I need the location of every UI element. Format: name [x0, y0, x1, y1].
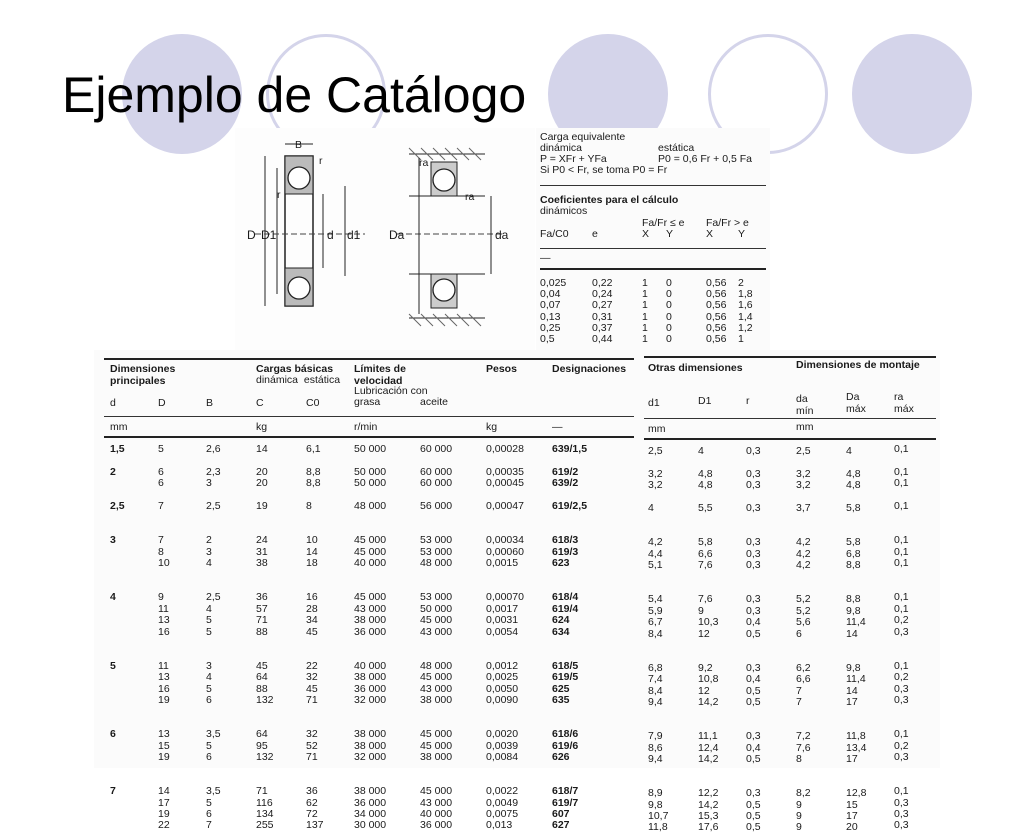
rule-main-top: [104, 358, 634, 360]
coef-cell: 0: [666, 310, 672, 323]
rule-load: [540, 185, 766, 186]
coef-cell: 1: [738, 333, 744, 345]
col-d: 1,5 2 2,5 3 4 5 6 7: [110, 443, 125, 798]
coef-cell: 1: [642, 333, 648, 345]
coef-cell: 0,56: [706, 288, 727, 301]
rule-right-top: [644, 356, 936, 358]
coef-cell: 0,24: [592, 288, 613, 301]
coef-cell: 0: [666, 321, 672, 334]
coef-cell: 0,27: [592, 299, 613, 312]
sym-C: C: [256, 397, 264, 409]
coef-cell: 0,13: [540, 310, 561, 323]
unit-mm-2: mm: [796, 421, 814, 433]
coef-cell: 0,56: [706, 321, 727, 334]
label-ra-side: ra: [465, 191, 475, 203]
h-aceite: aceite: [420, 396, 449, 408]
coefficients-panel: [536, 128, 770, 350]
coef-cell: 0,31: [592, 310, 613, 323]
coef-cell: 0: [666, 299, 672, 312]
coef-cell: 0,25: [540, 321, 561, 334]
coef-head-gt: Fa/Fr > e: [706, 217, 749, 229]
coef-cell: 1,4: [738, 310, 753, 323]
col-r: 0,3 0,3 0,3 0,3 0,3 0,3 0,3 0,3 0,3 0,4 0,5 0,3 0,4 0,5 0,5 0,3 0,4 0,5 0,3 0,5 0,5 0,5: [746, 445, 761, 834]
coef-subtitle: dinámicos: [540, 205, 588, 217]
label-d: d: [327, 228, 334, 242]
unit-mm: mm: [110, 421, 128, 433]
col-C: 14 20 20 19 24 31 38 36 57 71 88 45 64 88 132 64 95 132 71 116 134 255: [256, 443, 274, 832]
coef-cell: 1,2: [738, 321, 753, 334]
coef-cell: 0,025: [540, 277, 567, 289]
h-montaje: Dimensiones de montaje: [796, 359, 920, 371]
load-formula-stat: P0 = 0,6 Fr + 0,5 Fa: [658, 153, 752, 165]
unit-mm-1: mm: [648, 423, 666, 435]
coef-cell: 1: [642, 277, 648, 289]
label-d1: d1: [347, 228, 361, 242]
rule-coef-head: [540, 248, 766, 249]
sym-Da: Da máx: [846, 391, 866, 415]
coef-cell: 0,37: [592, 321, 613, 334]
sym-d1: d1: [648, 397, 660, 409]
h-dimensiones: Dimensiones principales: [110, 363, 176, 387]
coef-cell: 0,22: [592, 277, 613, 289]
h-designaciones: Designaciones: [552, 363, 627, 375]
label-r-side: r: [277, 189, 281, 201]
coef-cell: 0,56: [706, 333, 727, 345]
rule-right-body: [644, 438, 936, 440]
col-designacion: 639/1,5 619/2 639/2 619/2,5 618/3 619/3 623 618/4 619/4 624 634 618/5 619/5 625 635 618/6 619/6 626 618/7 619/7 607 627: [552, 443, 588, 832]
col-aceite: 60 000 60 000 60 000 56 000 53 000 53 000 48 000 53 000 50 000 45 000 43 000 48 000 45 000 43 000 38 000 45 000 45 000 38 000 45 000 43 000 40 000 36 000: [420, 443, 453, 832]
coef-title: Coeficientes para el cálculo: [540, 194, 679, 206]
main-table: [94, 350, 638, 832]
sym-C0: C0: [306, 397, 320, 409]
label-da: da: [495, 228, 509, 242]
col-Da: 4 4,8 4,8 5,8 5,8 6,8 8,8 8,8 9,8 11,4 14 9,8 11,4 14 17 11,8 13,4 17 12,8 15 17 20: [846, 445, 867, 834]
bearing-drawing: [235, 128, 535, 350]
coef-cell: 0,56: [706, 277, 727, 289]
sym-D1: D1: [698, 395, 712, 407]
coef-cell: 0,04: [540, 288, 561, 301]
col-d1: 2,5 3,2 3,2 4 4,2 4,4 5,1 5,4 5,9 6,7 8,4 6,8 7,4 8,4 9,4 7,9 8,6 9,4 8,9 9,8 10,7 11,8: [648, 445, 669, 834]
coef-dash: —: [540, 252, 551, 264]
coef-cell: 0,44: [592, 333, 613, 345]
load-estatica: estática: [658, 142, 695, 154]
coef-head-le: Fa/Fr ≤ e: [642, 217, 685, 229]
sym-r: r: [746, 395, 750, 407]
coef-cell: 1: [642, 310, 648, 323]
label-D1: D1: [261, 228, 277, 242]
load-condition: Si P0 < Fr, se toma P0 = Fr: [540, 164, 668, 176]
col-D: 5 6 6 7 7 8 10 9 11 13 16 11 13 16 19 13 15 19 14 17 19 22: [158, 443, 170, 832]
h-limites: Límites de velocidad: [354, 363, 406, 387]
coef-cell: 0: [666, 333, 672, 345]
h-lubricacion: Lubricación con: [354, 385, 428, 397]
label-B: B: [295, 139, 303, 151]
coef-cell: 2: [738, 277, 744, 289]
unit-rmin: r/min: [354, 421, 378, 433]
bearing-cross-section: [235, 128, 535, 350]
col-ra: 0,1 0,1 0,1 0,1 0,1 0,1 0,1 0,1 0,1 0,2 0,3 0,1 0,2 0,3 0,3 0,1 0,2 0,3 0,1 0,3 0,3 0,3: [894, 443, 909, 832]
sym-B: B: [206, 397, 214, 409]
coef-cell: 0,07: [540, 299, 561, 312]
load-formula-dyn: P = XFr + YFa: [540, 153, 607, 165]
unit-kg: kg: [256, 421, 268, 433]
coef-head-x1: X: [642, 228, 650, 240]
coef-cell: 0,56: [706, 310, 727, 323]
col-da: 2,5 3,2 3,2 3,7 4,2 4,2 4,2 5,2 5,2 5,6 6 6,2 6,6 7 7 7,2 7,6 8 8,2 9 9 9: [796, 445, 811, 834]
sym-D: D: [158, 397, 166, 409]
col-C0: 6,1 8,8 8,8 8 10 14 18 16 28 34 45 22 32 45 71 32 52 71 36 62 72 137: [306, 443, 324, 832]
rule-main-body: [104, 436, 634, 438]
sym-ra: ra máx: [894, 391, 914, 415]
sym-da: da mín: [796, 393, 814, 417]
label-Da: Da: [389, 228, 405, 242]
h-cargas: Cargas básicas: [256, 363, 334, 375]
unit-dash: —: [552, 421, 563, 433]
rule-right-head: [644, 418, 936, 419]
coef-cell: 1,6: [738, 299, 753, 312]
h-otras: Otras dimensiones: [648, 362, 743, 374]
col-B: 2,6 2,3 3 2,5 2 3 4 2,5 4 5 5 3 4 5 6 3,5 5 6 3,5 5 6 7: [206, 443, 221, 832]
unit-kg2: kg: [486, 421, 498, 433]
coef-cell: 1: [642, 288, 648, 301]
slide-title: Ejemplo de Catálogo: [62, 67, 527, 123]
coef-cell: 1: [642, 299, 648, 312]
coef-cell: 0: [666, 277, 672, 289]
h-pesos: Pesos: [486, 363, 517, 375]
col-D1: 4 4,8 4,8 5,5 5,8 6,6 7,6 7,6 9 10,3 12 9,2 10,8 12 14,2 11,1 12,4 14,2 12,2 14,2 15,3 17,6: [698, 445, 719, 834]
label-D: D: [247, 228, 256, 242]
coef-head-x2: X: [706, 228, 714, 240]
coef-cell: 0,5: [540, 333, 555, 345]
load-dinamica: dinámica: [540, 142, 583, 154]
decor-circle-5: [852, 34, 972, 154]
rule-coef-body: [540, 268, 766, 270]
h-din-est: dinámica estática: [256, 374, 341, 386]
coef-cell: 1,8: [738, 288, 753, 301]
col-peso: 0,00028 0,00035 0,00045 0,00047 0,00034 0,00060 0,0015 0,00070 0,0017 0,0031 0,0054 0,0012 0,0025 0,0050 0,0090 0,0020 0,0039 0,0084 0,0022 0,0049 0,0075 0,013: [486, 443, 524, 832]
coef-cell: 0,56: [706, 299, 727, 312]
label-ra-top: ra: [419, 157, 429, 169]
coef-head-e: e: [592, 228, 598, 240]
label-r-top: r: [319, 155, 323, 167]
load-line1: Carga equivalente: [540, 131, 626, 143]
other-dimensions-table: [638, 350, 940, 834]
coef-head-y1: Y: [666, 228, 674, 240]
h-grasa: grasa: [354, 396, 381, 408]
coef-head-fa-c0: Fa/C0: [540, 228, 569, 240]
coef-cell: 0: [666, 288, 672, 301]
coef-cell: 1: [642, 321, 648, 334]
col-grasa: 50 000 50 000 50 000 48 000 45 000 45 000 40 000 45 000 43 000 38 000 36 000 40 000 38 000 36 000 32 000 38 000 38 000 32 000 38 000 36 000 34 000 30 000: [354, 443, 387, 832]
coef-head-y2: Y: [738, 228, 746, 240]
sym-d: d: [110, 397, 116, 409]
rule-main-head: [104, 416, 634, 417]
